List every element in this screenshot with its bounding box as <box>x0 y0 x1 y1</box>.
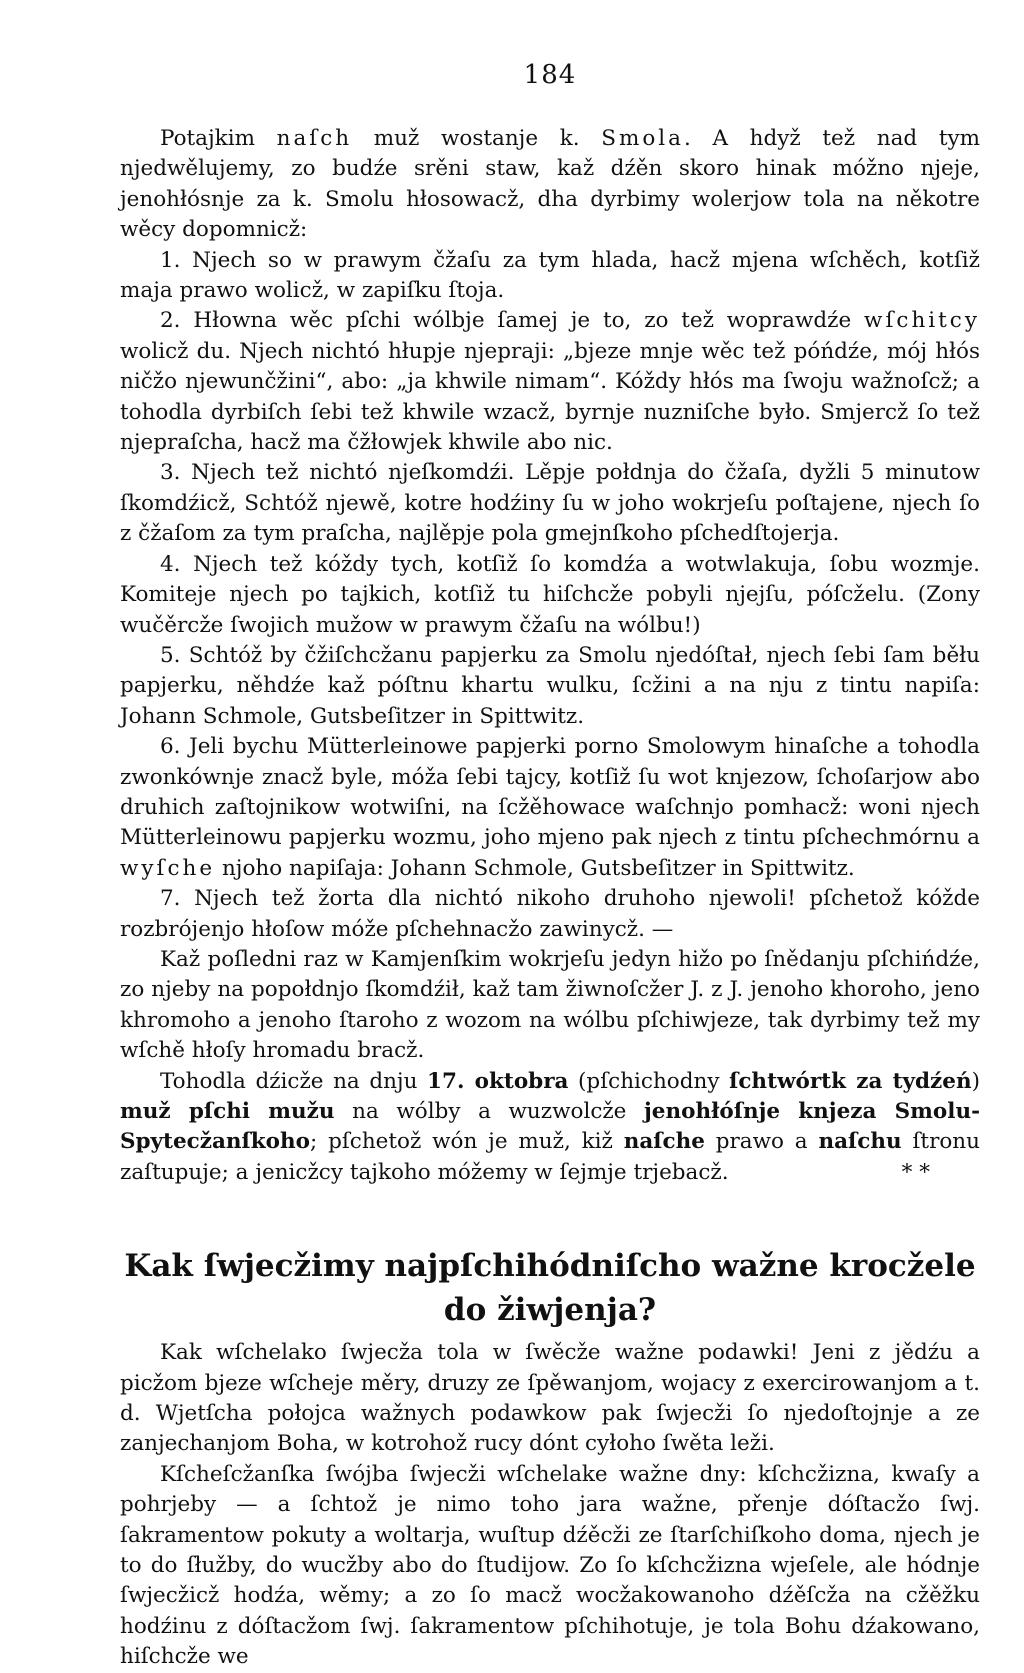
list-item: 5. Schtóž by čžiſchcžanu papjerku za Smolu njedóſtał, njech ſebi ſam běłu papjerku, něhdźe kaž póſtnu khartu wulku, ſcžini a na nju z tintu napiſa: Johann Schmole, Gutsbeſitzer in Spittwitz. <box>120 642 980 729</box>
list-item <box>120 732 980 884</box>
text-run: Potajkim <box>160 126 277 151</box>
paragraph: Kaž poſledni raz w Kamjenſkim wokrjeſu jedyn hižo po ſnědanju pſchińdźe, zo njeby na popołdnjo ſkomdźił, kaž tam žiwnoſcžer J. z J. jenoho khoroho, jeno khromoho a jenoho ſtaroho z wozom na wólbu pſchiwjeze, tak dyrbimy tež my wſchě hłoſy hromadu bracž. <box>120 946 980 1064</box>
emphasized-word: naſch <box>276 126 353 151</box>
list-item: 1. Njech so w prawym čžaſu za tym hlada, hacž mjena wſchěch, kotſiž maja prawo wolicž, w zapiſku ſtoja. <box>120 247 980 304</box>
list-item: 4. Njech tež kóždy tych, kotſiž ſo komdźa a wotwlakuja, ſobu wozmje. Komiteje njech po tajkich, kotſiž tu hiſchcže pobyli njejſu, póſcželu. (Zony wučěrcže ſwojich mužow w prawym čžaſu na wólbu!) <box>120 551 980 638</box>
text-run: wolicž du. Njech nichtó hłupje njepraji: „bjeze mnje wěc tež póńdźe, mój hłós ničžo njewunčžini“, abo: „ja khwile nimam“. Kóždy hłós ma ſwoju wažnoſcž; a tohodla dyrbiſch ſebi tež khwile wzacž, byrnje nuzniſche było. Smjercž ſo tež njepraſcha, hacž ma čžłowjek khwile abo nic. <box>120 338 980 456</box>
text-run: njoho napiſaja: Johann Schmole, Gutsbeſitzer in Spittwitz. <box>215 855 855 881</box>
emphasized-word: wyſche <box>120 855 216 881</box>
text-run: na wólby a wuzwolcže <box>334 1099 645 1124</box>
text-run: 6. Jeli bychu Mütterleinowe papjerki porno Smolowym hinaſche a tohodla zwonkównje znacž byle, móža ſebi tajcy, kotſiž ſu wot knjezow, ſchoſarjow abo druhich zaſtojnikow wotwiſni, na ſcžěhowace waſchnjo pomhacž: woni njech Mütterleinowu papjerku wozmu, joho mjeno pak njech z tintu pſchechmórnu a <box>120 734 980 851</box>
text-run: ) <box>971 1068 980 1094</box>
text-run: ſtronu zaſtupuje; a jenicžcy tajkoho móžemy w ſejmje trjebacž. <box>120 1129 980 1185</box>
emphasized-name: Smola <box>601 126 684 151</box>
document-page <box>120 60 980 1673</box>
section-divider-stars: * * <box>901 1159 930 1185</box>
list-item: 7. Njech tež žorta dla nichtó nikoho druhoho njewoli! pſchetož kóžde rozbrójenjo hłoſow móže pſchehnacžo zawinycž. — <box>120 886 980 942</box>
section-heading: Kak ſwjecžimy najpſchihódniſcho wažne krocžele do žiwjenja? <box>124 1248 976 1329</box>
page-number: 184 <box>523 60 577 90</box>
bold-candidate-name: jenohłóſnje knjeza Smolu-Spytecžanſkoho <box>120 1099 980 1155</box>
emphasized-word: wſchitcy <box>864 308 980 334</box>
bold-phrase: ſchtwórtk za tydźeń <box>729 1068 972 1094</box>
paragraph: Kſcheſcžanſka ſwójba ſwjecži wſchelake wažne dny: kſchcžizna, kwaſy a pohrjeby — a ſchtož je nimo toho jara wažne, přenje dóſtacžo ſwj. ſakramentow pokuty a woltarja, wuſtup dźěcži ze ſtarſchiſkoho doma, njech je to do ſłužby, do wucžby abo do ſtudijow. Zo ſo kſchcžizna wjeſele, ale hódnje ſwjecžicž hodźa, wěmy; a zo ſo macž wocžakowanoho dźěſcža na cžěžku hodźinu z dóſtacžom ſwj. ſakramentow pſchihotuje, je tola Bohu dźakowano, hiſchcže we <box>120 1461 980 1670</box>
bold-word: naſchu <box>818 1129 902 1155</box>
text-run: . A hdyž tež nad tym njedwělujemy, zo budźe srěni staw, kaž dźěn skoro hinak móžno njeje, jenohłósnje za k. Smolu hłosowacž, dha dyrbimy wolerjow tola na někotre wěcy dopomnicž: <box>120 126 980 243</box>
text-run: muž wostanje k. <box>352 126 602 151</box>
list-item <box>120 306 980 458</box>
bold-word: naſche <box>623 1129 705 1155</box>
text-run: 2. Hłowna wěc pſchi wólbje ſamej je to, zo tež woprawdźe <box>160 308 865 334</box>
paragraph <box>120 124 980 246</box>
list-item: 3. Njech tež nichtó njeſkomdźi. Lěpje połdnja do čžaſa, dyžli 5 minutow ſkomdźicž, Schtóž njewě, kotre hodźiny ſu w joho wokrjeſu poſtajene, njech ſo z čžaſom za tym praſcha, najlěpje pola gmejnſkoho pſchedſtojerja. <box>120 460 980 547</box>
text-run: Tohodla dźicže na dnju <box>160 1068 428 1094</box>
bold-date: 17. oktobra <box>427 1068 569 1094</box>
bold-phrase: muž pſchi mužu <box>120 1099 335 1124</box>
text-run: prawo a <box>704 1129 819 1155</box>
text-run: (pſchichodny <box>568 1068 730 1094</box>
text-run: ; pſchetož wón je muž, kiž <box>309 1129 624 1155</box>
paragraph <box>120 1067 980 1189</box>
paragraph: Kak wſchelako ſwjecža tola w ſwěcže wažne podawki! Jeni z jědźu a picžom bjeze wſcheje měry, druzy ze ſpěwanjom, wojacy z exercirowanjom a t. d. Wjetſcha połojca wažnych podawkow pak ſwjecži ſo njedoſtojnje a ze zanjechanjom Boha, w kotrohož rucy dónt cyłoho ſwěta leži. <box>120 1340 980 1457</box>
